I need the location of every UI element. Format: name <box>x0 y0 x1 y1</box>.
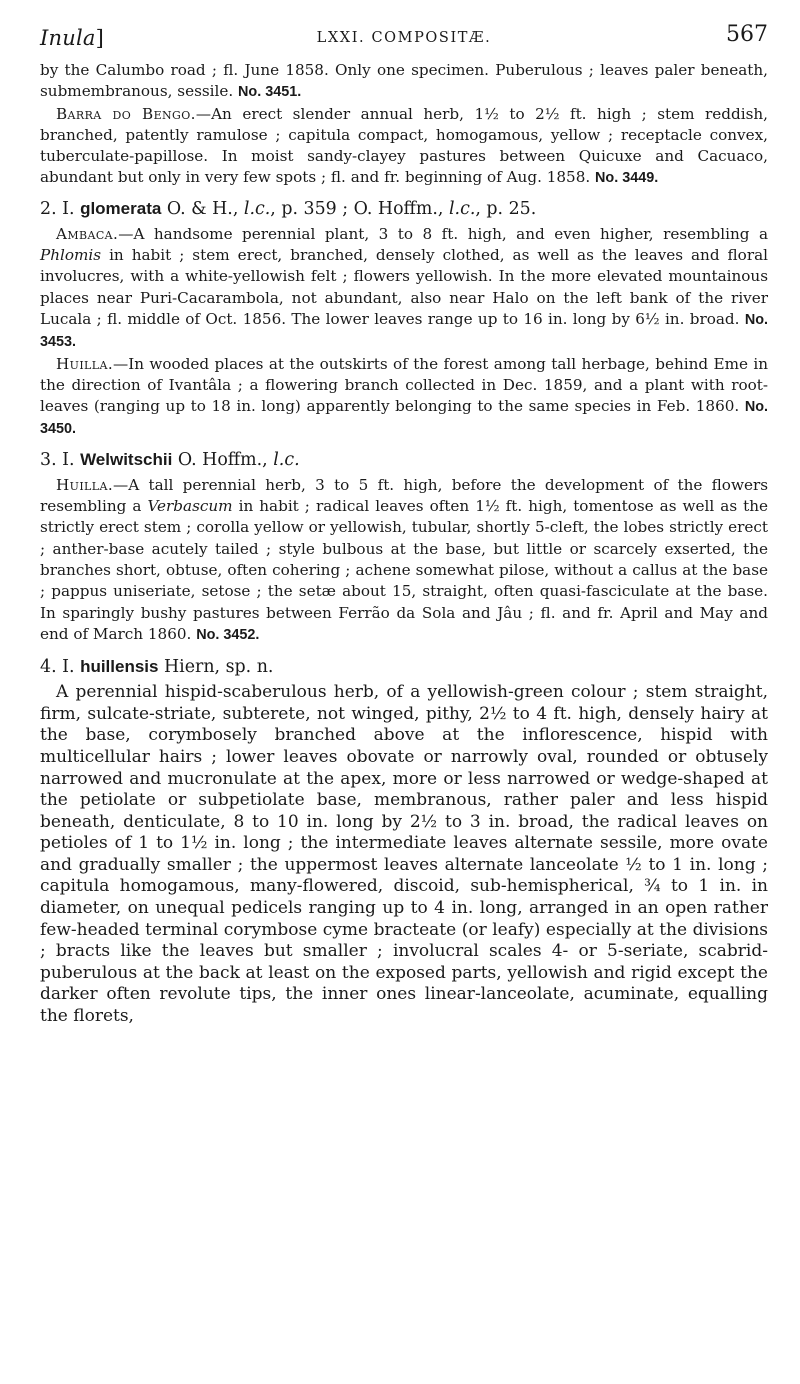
specimen-number: No. 3451. <box>238 84 302 101</box>
species-4-author: Hiern, sp. n. <box>164 657 274 678</box>
species-2-heading <box>40 198 768 220</box>
species-2-ref: l.c. <box>243 198 271 219</box>
species-4-name: huillensis <box>80 657 159 677</box>
specimen-number: No. 3453. <box>40 311 769 351</box>
species-2-ref: l.c. <box>448 198 476 219</box>
species-2-number: 2. I. <box>40 198 75 219</box>
specimen-number: No. 3449. <box>595 170 659 187</box>
species-4-heading <box>40 656 768 678</box>
intro-text-2: —An erect slender annual herb, 1½ to 2½ ft. high ; stem reddish, branched, patently ramulose ; capitula compact, homogamous, yellow ; receptacle convex, tuberculate-papillose. In moist sandy-clayey pastures between Quicuxe and Cacuaco, abundant but only in very few spots ; fl. and fr. beginning of Aug. 1858. <box>40 104 768 187</box>
species-1-continuation <box>40 60 768 190</box>
species-3-number: 3. I. <box>40 449 75 470</box>
species-2-ref-mid: , p. 359 ; O. Hoffm., <box>270 198 444 219</box>
species-2-genus-ref: Phlomis <box>40 246 102 265</box>
locality: Ambaca. <box>56 224 119 243</box>
species-3-body <box>40 475 768 646</box>
species-3-name: Welwitschii <box>80 449 173 469</box>
specimen-number: No. 3452. <box>196 626 260 643</box>
species-3-genus-ref: Verbascum <box>147 497 233 516</box>
species-2-para-1 <box>40 224 768 354</box>
species-3-para <box>40 475 768 646</box>
species-2-text-1b: in habit ; stem erect, branched, densely clothed, as well as the leaves and floral involucres, with a white-yellowish felt ; flowers yellowish. In the more elevated mountainous places near Puri-Cacarambola, not abundant, also near Halo on the left bank of the river Lucala ; fl. middle of Oct. 1856. The lower leaves range up to 16 in. long by 6½ in. broad. <box>40 246 768 328</box>
species-3-heading <box>40 449 768 471</box>
species-2-text-2: —In wooded places at the outskirts of the forest among tall herbage, behind Eme in the direction of Ivantâla ; a flowering branch collected in Dec. 1859, and a plant with root-leaves (ranging up to 18 in. long) apparently belonging to the same species in Feb. 1860. <box>40 354 768 416</box>
species-2-name: glomerata <box>80 198 162 218</box>
species-1-text-a <box>40 60 768 104</box>
genus-bracket: ] <box>95 26 104 50</box>
species-2-author: O. & H., <box>166 198 239 219</box>
intro-text-1: by the Calumbo road ; fl. June 1858. Only one specimen. Puberulous ; leaves paler beneath, submembranous, sessile. <box>40 61 768 101</box>
locality: Huilla. <box>56 354 114 373</box>
page-number: 567 <box>726 22 768 47</box>
species-3-text-a: —A tall perennial herb, 3 to 5 ft. high, before the development of the flowers resembling a <box>40 475 768 516</box>
species-2-text-1a: —A handsome perennial plant, 3 to 8 ft. high, and even higher, resembling a <box>118 224 768 243</box>
genus-name: Inula <box>40 26 96 50</box>
species-3-text-b: in habit ; radical leaves often 1½ ft. high, tomentose as well as the strictly erect stem ; corolla yellow or yellowish, tubular, shortly 5-cleft, the lobes strictly erect ; anther-base acutely tailed ; style bulbous at the base, but little or scarcely exserted, the branches short, obtuse, often cohering ; achene somewhat pilose, without a callus at the base ; pappus uniseriate, setose ; the setæ about 15, straight, often quasi-fasciculate at the base. In sparingly bushy pastures between Ferrão da Sola and Jâu ; fl. and fr. April and May and end of March 1860. <box>40 497 769 643</box>
running-head-family: LXXI. COMPOSITÆ. <box>316 30 492 46</box>
page <box>40 0 768 1384</box>
species-2-body <box>40 224 768 441</box>
species-1-text-b <box>40 104 768 190</box>
species-4-description: A perennial hispid-scaberulous herb, of a yellowish-green colour ; stem straight, firm, sulcate-striate, subterete, not winged, pithy, 2½ to 4 ft. high, densely hairy at the base, corymbosely branched above at the inflorescence, hispid with multicellular hairs ; lower leaves obovate or narrowly oval, rounded or obtusely narrowed and mucronulate at the apex, more or less narrowed or wedge-shaped at the petiolate or subpetiolate base, membranous, rather paler and less hispid beneath, denticulate, 8 to 10 in. long by 2½ to 3 in. broad, the radical leaves on petioles of 1 to 1½ in. long ; the intermediate leaves alternate sessile, more ovate and gradually smaller ; the uppermost leaves alternate lanceolate ½ to 1 in. long ; capitula homogamous, many-flowered, discoid, sub-hemispherical, ¾ to 1 in. in diameter, on unequal pedicels ranging up to 4 in. long, arranged in an open rather few-headed terminal corymbose cyme bracteate (or leafy) especially at the divisions ; bracts like the leaves but smaller ; involucral scales 4- or 5-seriate, scabrid-puberulous at the back at least on the exposed parts, yellowish and rigid except the darker often revolute tips, the inner ones linear-lanceolate, acuminate, equalling the florets, <box>40 682 768 1027</box>
locality: Huilla. <box>56 475 114 494</box>
specimen-number: No. 3450. <box>40 399 768 438</box>
species-2-ref-end: , p. 25. <box>475 198 537 219</box>
species-3-author: O. Hoffm., <box>177 449 268 470</box>
species-2-para-2 <box>40 354 768 441</box>
locality: Barra do Bengo. <box>56 104 196 123</box>
running-head <box>40 0 768 60</box>
species-4-body <box>40 682 768 1028</box>
species-4-number: 4. I. <box>40 657 75 678</box>
species-3-ref: l.c. <box>273 449 300 470</box>
